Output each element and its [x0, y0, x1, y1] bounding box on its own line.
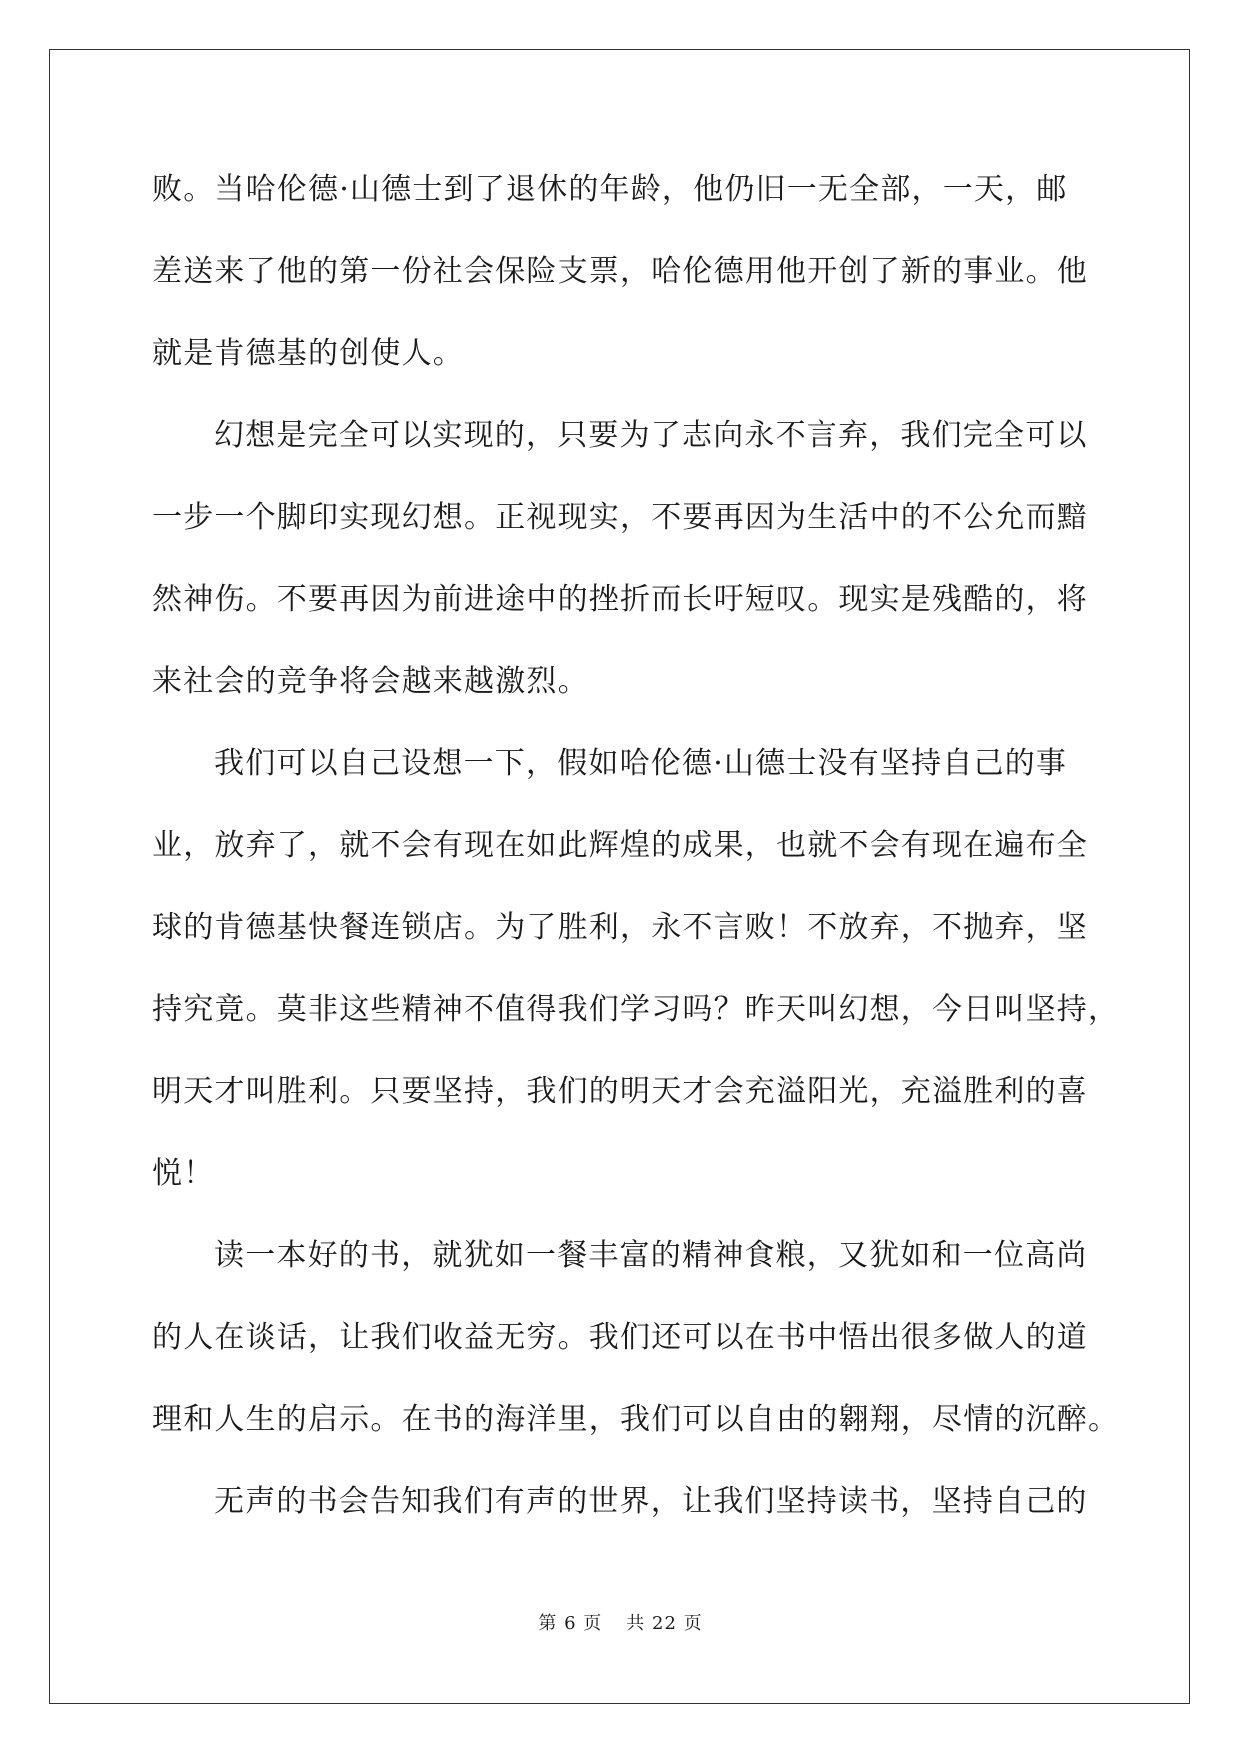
text-line-6: 然神伤。不要再因为前进途中的挫折而长吁短叹。现实是残酷的，将 [152, 582, 1088, 617]
text-line-3: 就是肯德基的创使人。 [152, 336, 464, 371]
text-line-10: 球的肯德基快餐连锁店。为了胜利，永不言败！不放弃，不抛弃，坚 [152, 910, 1088, 945]
text-line-2: 差送来了他的第一份社会保险支票，哈伦德用他开创了新的事业。他 [152, 254, 1088, 289]
document-body [152, 160, 1120, 1554]
text-line-4: 幻想是完全可以实现的，只要为了志向永不言弃，我们完全可以 [214, 418, 1088, 453]
text-line-11: 持究竟。莫非这些精神不值得我们学习吗？昨天叫幻想，今日叫坚持， [152, 992, 1120, 1027]
text-line-7: 来社会的竞争将会越来越激烈。 [152, 664, 589, 699]
text-line-9: 业，放弃了，就不会有现在如此辉煌的成果，也就不会有现在遍布全 [152, 828, 1088, 863]
text-line-15: 的人在谈话，让我们收益无穷。我们还可以在书中悟出很多做人的道 [152, 1320, 1088, 1355]
text-line-12: 明天才叫胜利。只要坚持，我们的明天才会充溢阳光，充溢胜利的喜 [152, 1074, 1088, 1109]
text-line-1: 败。当哈伦德·山德士到了退休的年龄，他仍旧一无全部，一天，邮 [152, 172, 1068, 207]
text-line-13: 悦！ [152, 1156, 215, 1191]
text-line-14: 读一本好的书，就犹如一餐丰富的精神食粮，又犹如和一位高尚 [214, 1238, 1088, 1273]
page-number: 第 6 页 [538, 1613, 603, 1634]
text-line-17: 无声的书会告知我们有声的世界，让我们坚持读书，坚持自己的 [214, 1484, 1088, 1519]
text-line-5: 一步一个脚印实现幻想。正视现实，不要再因为生活中的不公允而黯 [152, 500, 1088, 535]
page-footer [0, 1609, 1241, 1635]
text-line-8: 我们可以自己设想一下，假如哈伦德·山德士没有坚持自己的事 [214, 746, 1068, 781]
total-pages: 共 22 页 [626, 1613, 703, 1634]
text-line-16: 理和人生的启示。在书的海洋里，我们可以自由的翱翔，尽情的沉醉。 [152, 1402, 1120, 1437]
